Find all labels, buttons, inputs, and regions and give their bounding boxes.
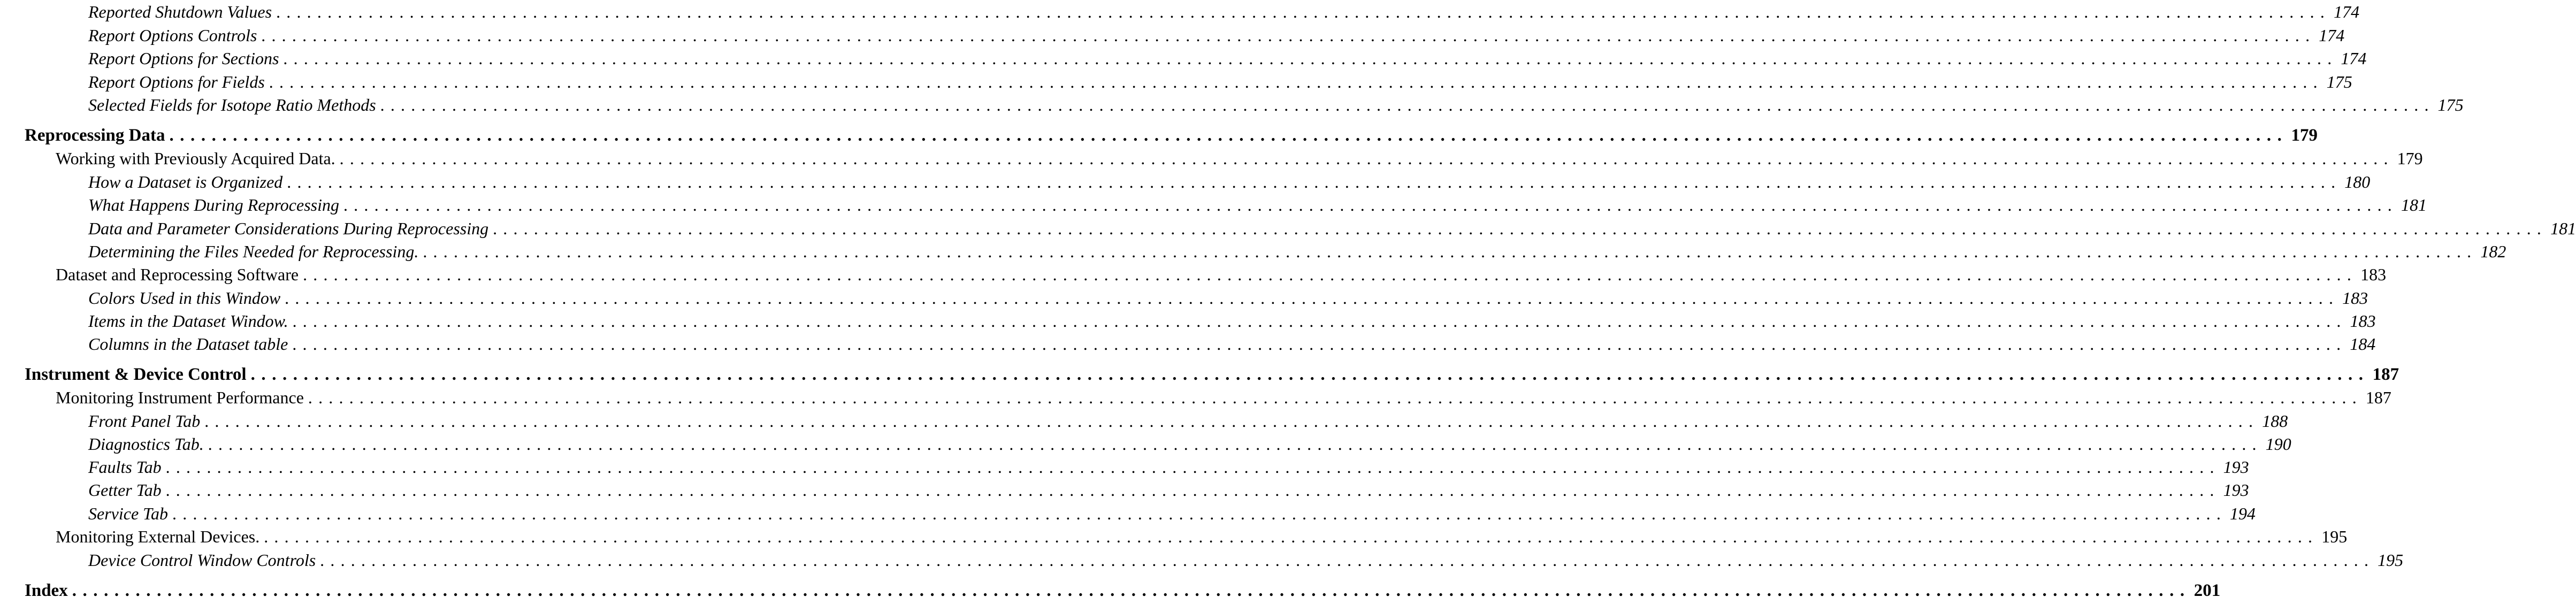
toc-entry-page: 187 bbox=[2365, 388, 2391, 407]
toc-entry-page: 181 bbox=[2401, 195, 2427, 215]
dot-leader: ........................................................................................................................................................................................................ bbox=[172, 504, 2227, 523]
dot-leader: ........................................................................................................................................................................................................ bbox=[264, 527, 2319, 546]
toc-entry-title: Instrument & Device Control bbox=[25, 365, 247, 384]
toc-entry[interactable] bbox=[0, 2, 2360, 21]
toc-entry-title: Faults Tab bbox=[88, 457, 162, 477]
toc-entry[interactable] bbox=[0, 527, 2348, 546]
toc-entry-title: Diagnostics Tab. bbox=[88, 434, 204, 454]
toc-entry-page: 174 bbox=[2319, 26, 2345, 45]
toc-entry-page: 181 bbox=[2550, 219, 2576, 238]
toc-entry-page: 190 bbox=[2265, 434, 2291, 454]
toc-entry[interactable] bbox=[0, 49, 2367, 68]
toc-entry[interactable] bbox=[0, 288, 2368, 308]
toc-entry-title: Determining the Files Needed for Reprocessing. bbox=[88, 242, 419, 261]
toc-entry-title: Index bbox=[25, 581, 68, 600]
toc-entry-page: 174 bbox=[2334, 2, 2360, 21]
dot-leader: ........................................................................................................................................................................................................ bbox=[287, 172, 2342, 192]
dot-leader: ........................................................................................................................................................................................................ bbox=[276, 2, 2331, 21]
toc-entry-title: Device Control Window Controls bbox=[88, 550, 316, 570]
toc-entry-title: Colors Used in this Window bbox=[88, 288, 281, 308]
dot-leader: ........................................................................................................................................................................................................ bbox=[269, 72, 2323, 91]
dot-leader: ........................................................................................................................................................................................................ bbox=[380, 95, 2435, 114]
toc-entry[interactable] bbox=[0, 149, 2423, 168]
toc-entry[interactable] bbox=[0, 550, 2404, 570]
dot-leader: ........................................................................................................................................................................................................ bbox=[303, 265, 2358, 284]
dot-leader: ........................................................................................................................................................................................................ bbox=[292, 311, 2347, 331]
toc-entry-page: 179 bbox=[2291, 126, 2318, 145]
toc-section-heading[interactable] bbox=[0, 365, 2399, 384]
dot-leader: ........................................................................................................................................................................................................ bbox=[320, 550, 2375, 570]
toc-entry-page: 175 bbox=[2437, 95, 2464, 114]
toc-entry-title: Columns in the Dataset table bbox=[88, 334, 288, 354]
toc-section-heading[interactable] bbox=[0, 126, 2318, 145]
toc-section-heading[interactable] bbox=[0, 581, 2221, 600]
toc-entry-page: 183 bbox=[2360, 265, 2387, 284]
toc-entry-page: 180 bbox=[2344, 172, 2371, 192]
toc-entry-title: How a Dataset is Organized bbox=[88, 172, 283, 192]
toc-entry[interactable] bbox=[0, 72, 2352, 91]
toc-entry-title: Selected Fields for Isotope Ratio Methods bbox=[88, 95, 376, 114]
toc-entry-title: Front Panel Tab bbox=[88, 411, 201, 431]
toc-entry-title: Dataset and Reprocessing Software bbox=[56, 265, 299, 284]
toc-entry-title: Reported Shutdown Values bbox=[88, 2, 272, 21]
toc-entry[interactable] bbox=[0, 26, 2345, 45]
dot-leader: ........................................................................................................................................................................................................ bbox=[285, 288, 2340, 308]
toc-entry[interactable] bbox=[0, 334, 2376, 354]
toc-entry-page: 194 bbox=[2230, 504, 2256, 523]
toc-entry-page: 183 bbox=[2342, 288, 2368, 308]
dot-leader: ........................................................................................................................................................................................................ bbox=[339, 149, 2394, 168]
dot-leader: ........................................................................................................................................................................................................ bbox=[261, 26, 2316, 45]
toc-entry-page: 193 bbox=[2223, 457, 2249, 477]
toc-entry-title: Report Options for Fields bbox=[88, 72, 265, 91]
toc-entry[interactable] bbox=[0, 388, 2391, 407]
toc-entry-title: What Happens During Reprocessing bbox=[88, 195, 339, 215]
toc-entry-page: 174 bbox=[2341, 49, 2367, 68]
dot-leader: ........................................................................................................................................................................................................ bbox=[423, 242, 2478, 261]
toc-entry-page: 182 bbox=[2480, 242, 2506, 261]
toc-entry-page: 193 bbox=[2223, 480, 2249, 500]
toc-entry-title: Getter Tab bbox=[88, 480, 162, 500]
toc-entry[interactable] bbox=[0, 434, 2291, 454]
toc-entry-title: Report Options for Sections bbox=[88, 49, 279, 68]
toc-entry[interactable] bbox=[0, 311, 2376, 331]
toc-entry-title: Data and Parameter Considerations During Reprocessing bbox=[88, 219, 489, 238]
dot-leader: ........................................................................................................................................................................................................ bbox=[208, 434, 2262, 454]
toc-entry-page: 183 bbox=[2350, 311, 2376, 331]
toc-entry-page: 184 bbox=[2350, 334, 2376, 354]
toc-entry[interactable] bbox=[0, 219, 2576, 238]
dot-leader: ........................................................................................................................................................................................................ bbox=[250, 365, 2369, 384]
dot-leader: ........................................................................................................................................................................................................ bbox=[292, 334, 2347, 354]
toc-entry[interactable] bbox=[0, 172, 2371, 192]
toc-entry-title: Monitoring Instrument Performance bbox=[56, 388, 304, 407]
toc-entry-page: 195 bbox=[2378, 550, 2404, 570]
dot-leader: ........................................................................................................................................................................................................ bbox=[493, 219, 2548, 238]
toc-entry-title: Reprocessing Data bbox=[25, 126, 165, 145]
toc-entry[interactable] bbox=[0, 457, 2249, 477]
toc-entry[interactable] bbox=[0, 242, 2506, 261]
toc-entry-title: Service Tab bbox=[88, 504, 169, 523]
dot-leader: ........................................................................................................................................................................................................ bbox=[165, 457, 2220, 477]
dot-leader: ........................................................................................................................................................................................................ bbox=[308, 388, 2363, 407]
toc-entry[interactable] bbox=[0, 265, 2387, 284]
toc-entry[interactable] bbox=[0, 504, 2256, 523]
toc-entry-title: Monitoring External Devices. bbox=[56, 527, 260, 546]
dot-leader: ........................................................................................................................................................................................................ bbox=[343, 195, 2398, 215]
toc-entry-page: 175 bbox=[2326, 72, 2352, 91]
toc-entry-page: 179 bbox=[2397, 149, 2423, 168]
toc-entry-title: Report Options Controls bbox=[88, 26, 257, 45]
toc-entry-page: 187 bbox=[2372, 365, 2399, 384]
dot-leader: ........................................................................................................................................................................................................ bbox=[204, 411, 2259, 431]
toc-entry-title: Working with Previously Acquired Data. bbox=[56, 149, 335, 168]
dot-leader: ........................................................................................................................................................................................................ bbox=[169, 126, 2288, 145]
toc-entry[interactable] bbox=[0, 480, 2249, 500]
dot-leader: ........................................................................................................................................................................................................ bbox=[165, 480, 2220, 500]
toc-entry-page: 201 bbox=[2193, 581, 2221, 600]
toc-entry[interactable] bbox=[0, 195, 2427, 215]
dot-leader: ........................................................................................................................................................................................................ bbox=[283, 49, 2338, 68]
toc-entry-title: Items in the Dataset Window. bbox=[88, 311, 288, 331]
dot-leader: ........................................................................................................................................................................................................ bbox=[72, 581, 2191, 600]
toc-entry-page: 195 bbox=[2321, 527, 2348, 546]
toc-entry[interactable] bbox=[0, 95, 2464, 114]
toc-entry-page: 188 bbox=[2262, 411, 2288, 431]
toc-entry[interactable] bbox=[0, 411, 2288, 431]
